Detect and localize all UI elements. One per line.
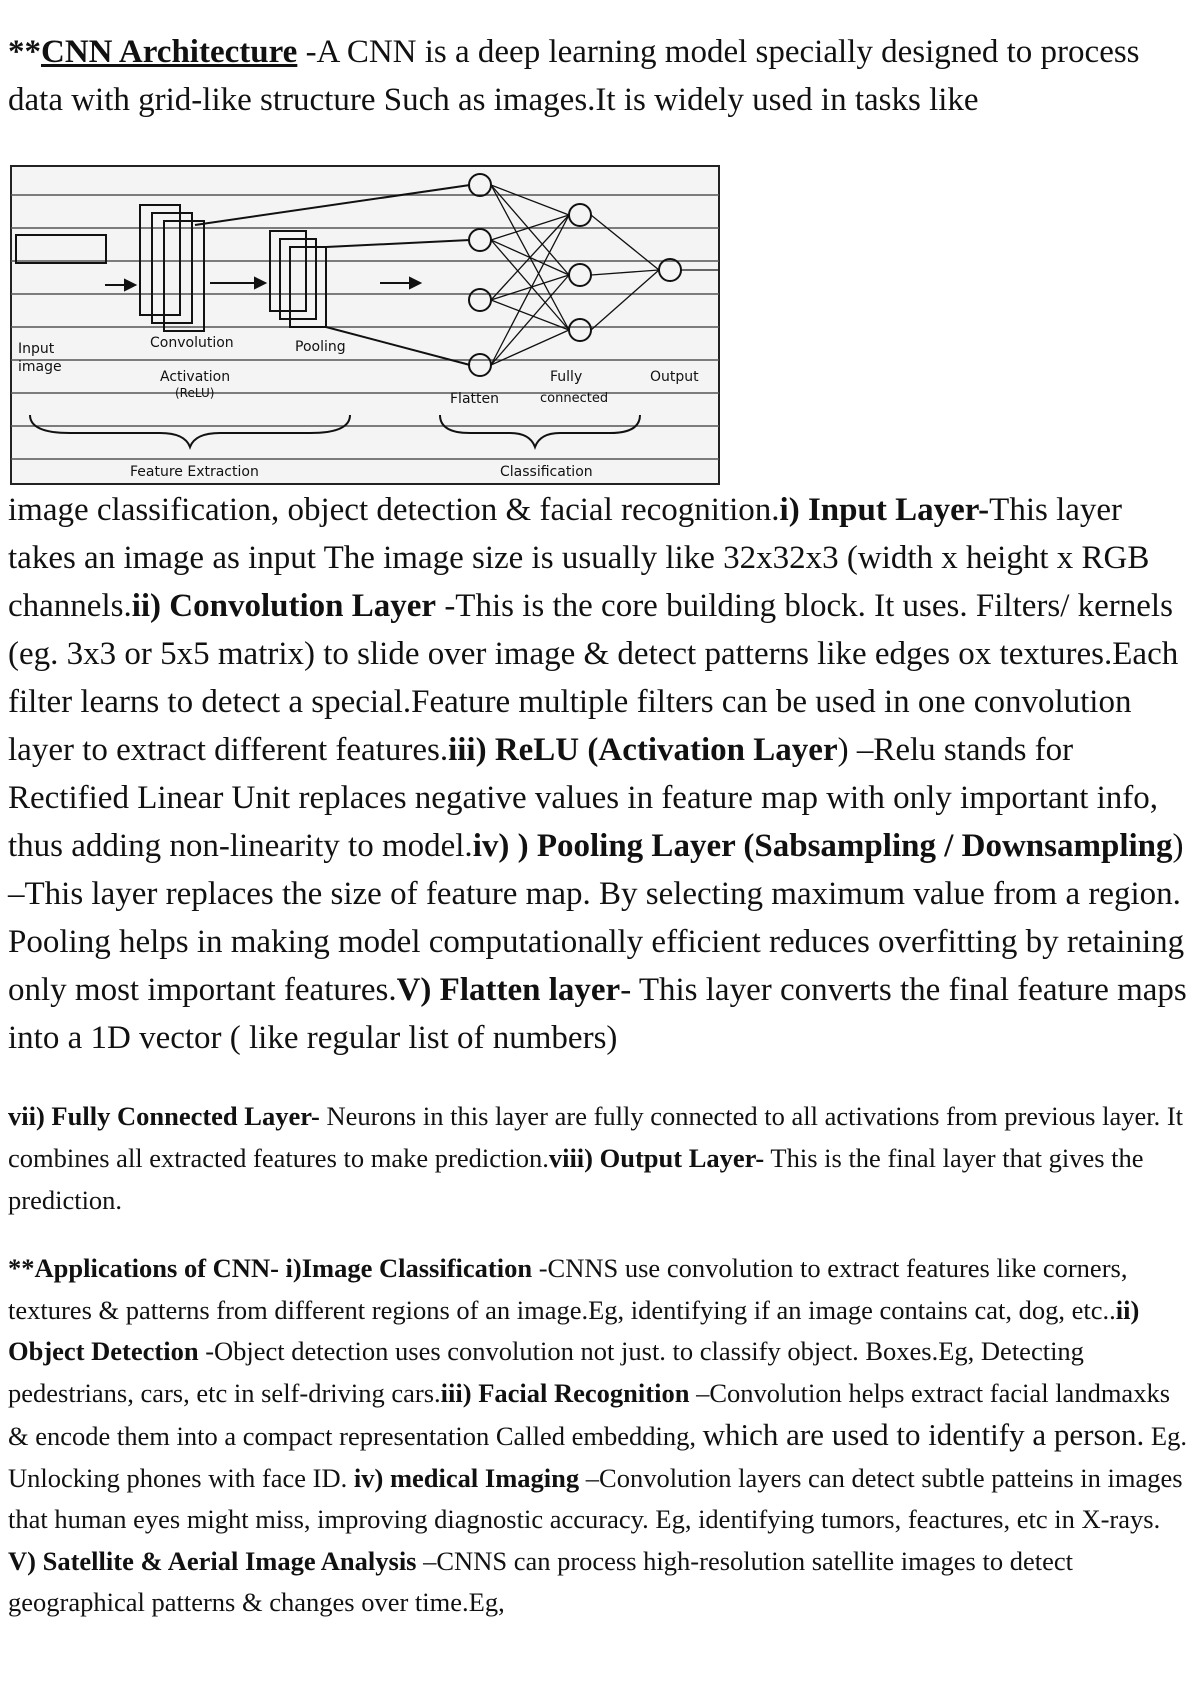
intro-paragraph: [8, 28, 1192, 124]
body-text: ) –Relu stands for Rectified Linear Unit replaces negative values in feature map with only important info, thus adding non-linearity to model.: [8, 732, 1159, 864]
body-text: Eg. Unlocking phones with face ID.: [8, 1421, 1187, 1493]
heading-medical-imaging: iv) medical Imaging: [353, 1462, 580, 1493]
diagram-label-relu: (ReLU): [175, 386, 215, 400]
diagram-label-input: Input: [18, 341, 55, 357]
body-text: This layer takes an image as input The image size is usually like 32x32x3 (width x height x RGB channels.: [8, 492, 1150, 624]
heading-fully-connected-layer: vii) Fully Connected Layer-: [8, 1101, 320, 1131]
applications-paragraph: [8, 1248, 1192, 1624]
body-text: - This layer converts the final feature maps into a 1D vector ( like regular list of numbers): [8, 972, 1187, 1056]
diagram-label-classification: Classification: [500, 464, 593, 480]
heading-output-layer: viii) Output Layer-: [548, 1143, 765, 1173]
body-text: ) –This layer replaces the size of feature map. By selecting maximum value from a region. Pooling helps in making model computationally efficient reduces overfitting by retaining only most important features.: [8, 828, 1185, 1008]
heading-object-detection: ii) Object Detection: [8, 1294, 1140, 1366]
section-heading-cnn-architecture: CNN Architecture: [41, 34, 298, 70]
diagram-label-pooling: Pooling: [295, 339, 346, 355]
intro-marker: **: [8, 34, 41, 70]
diagram-label-image: image: [18, 359, 62, 375]
heading-input-layer: i) Input Layer-: [779, 492, 990, 528]
diagram-label-connected: connected: [540, 391, 609, 406]
diagram-label-output: Output: [650, 369, 699, 385]
diagram-label-convolution: Convolution: [150, 335, 234, 351]
body-text: –CNNS can process high-resolution satellite images to detect geographical patterns & changes over time.Eg,: [8, 1545, 1073, 1617]
body-text-large: which are used to identify a person.: [702, 1417, 1145, 1452]
body-text: -This is the core building block. It uses. Filters/ kernels (eg. 3x3 or 5x5 matrix) to slide over image & detect patterns like edges ox textures.Each filter learns to detect a special.Feature multiple filters can be used in one convolution layer to extract different features.: [8, 588, 1179, 768]
body-text: Neurons in this layer are fully connected to all activations from previous layer. It combines all extracted features to make prediction.: [8, 1101, 1184, 1173]
heading-pooling-layer: iv) ) Pooling Layer (Sabsampling / Downsampling: [472, 828, 1173, 864]
layers-paragraph-continued: [8, 1095, 1192, 1221]
body-text: -Object detection uses convolution not just. to classify object. Boxes.Eg, Detecting pedestrians, cars, etc in self-driving cars.: [8, 1336, 1084, 1408]
heading-applications-image-classification: **Applications of CNN- i)Image Classification: [8, 1253, 533, 1283]
body-text: -CNNS use convolution to extract features like corners, textures & patterns from different regions of an image.Eg, identifying if an image contains cat, dog, etc..: [8, 1253, 1128, 1325]
diagram-label-feature-extraction: Feature Extraction: [130, 464, 259, 480]
body-text: –Convolution layers can detect subtle patteins in images that human eyes might miss, improving diagnostic accuracy. Eg, identifying tumors, feactures, etc in X-rays.: [8, 1462, 1183, 1534]
intro-text: -A CNN is a deep learning model specially designed to process data with grid-like structure Such as images.It is widely used in tasks like: [8, 34, 1140, 118]
diagram-label-fully: Fully: [550, 369, 583, 385]
heading-convolution-layer: ii) Convolution Layer: [131, 588, 437, 624]
body-text: –Convolution helps extract facial landmaxks & encode them into a compact representation Called embedding,: [8, 1377, 1171, 1451]
body-text: This is the final layer that gives the prediction.: [8, 1143, 1144, 1215]
heading-satellite-analysis: V) Satellite & Aerial Image Analysis: [8, 1545, 417, 1576]
layers-paragraph: [8, 486, 1192, 1062]
body-text: image classification, object detection & facial recognition.: [8, 492, 780, 528]
heading-relu-layer: iii) ReLU (Activation Layer: [448, 732, 838, 768]
diagram-label-activation: Activation: [160, 369, 231, 385]
heading-flatten-layer: V) Flatten layer: [396, 972, 621, 1008]
diagram-label-flatten: Flatten: [450, 391, 499, 407]
cnn-architecture-diagram: [10, 165, 720, 485]
heading-facial-recognition: iii) Facial Recognition: [440, 1377, 690, 1408]
